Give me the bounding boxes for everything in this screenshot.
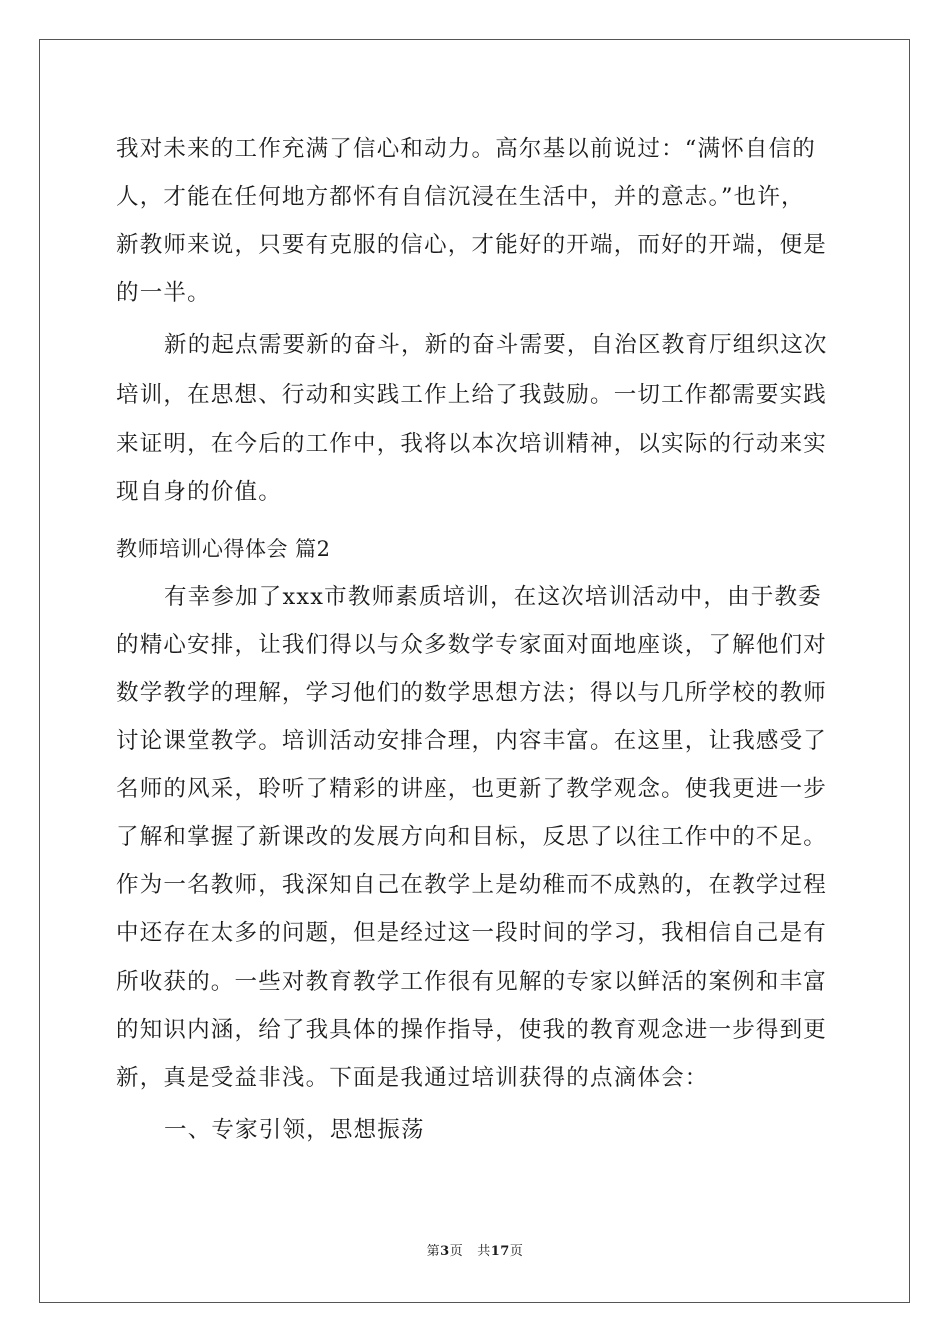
total-label-suffix: 页 bbox=[509, 1244, 524, 1259]
total-label-prefix: 共 bbox=[477, 1244, 491, 1259]
body-line: 数学教学的理解，学习他们的数学思想方法；得以与几所学校的教师 bbox=[116, 680, 828, 706]
body-line: 新，真是受益非浅。下面是我通过培训获得的点滴体会： bbox=[116, 1065, 709, 1091]
body-line: 有幸参加了xxx市教师素质培训，在这次培训活动中，由于教委 bbox=[164, 584, 822, 610]
body-line: 讨论课堂教学。培训活动安排合理，内容丰富。在这里，让我感受了 bbox=[116, 728, 828, 754]
body-line: 了解和掌握了新课改的发展方向和目标，反思了以往工作中的不足。 bbox=[116, 824, 828, 850]
body-line: 一、专家引领，思想振荡 bbox=[164, 1117, 425, 1143]
body-line: 名师的风采，聆听了精彩的讲座，也更新了教学观念。使我更进一步 bbox=[116, 776, 828, 802]
section-heading: 教师培训心得体会 篇2 bbox=[116, 537, 331, 561]
body-line: 的精心安排，让我们得以与众多数学专家面对面地座谈，了解他们对 bbox=[116, 632, 828, 658]
body-line: 中还存在太多的问题，但是经过这一段时间的学习，我相信自己是有 bbox=[116, 920, 828, 946]
page-label-suffix: 页 bbox=[449, 1244, 464, 1259]
body-line: 新教师来说，只要有克服的信心，才能好的开端，而好的开端，便是 bbox=[116, 232, 828, 258]
body-line: 新的起点需要新的奋斗，新的奋斗需要，自治区教育厅组织这次 bbox=[164, 332, 828, 358]
body-line: 培训，在思想、行动和实践工作上给了我鼓励。一切工作都需要实践 bbox=[116, 382, 828, 408]
body-line: 的一半。 bbox=[116, 280, 211, 306]
page-footer bbox=[0, 1244, 950, 1260]
body-line: 所收获的。一些对教育教学工作很有见解的专家以鲜活的案例和丰富 bbox=[116, 969, 828, 995]
body-line: 的知识内涵，给了我具体的操作指导，使我的教育观念进一步得到更 bbox=[116, 1017, 828, 1043]
body-line: 作为一名教师，我深知自己在教学上是幼稚而不成熟的，在教学过程 bbox=[116, 872, 828, 898]
body-line: 我对未来的工作充满了信心和动力。高尔基以前说过：“满怀自信的 bbox=[116, 136, 817, 162]
body-line: 现自身的价值。 bbox=[116, 479, 282, 505]
body-line: 来证明，在今后的工作中，我将以本次培训精神，以实际的行动来实 bbox=[116, 431, 828, 457]
page-number: 3 bbox=[440, 1244, 450, 1259]
total-pages: 17 bbox=[490, 1244, 510, 1259]
body-line: 人，才能在任何地方都怀有自信沉浸在生活中，并的意志。”也许， bbox=[116, 184, 805, 210]
page-label-prefix: 第 bbox=[426, 1244, 441, 1259]
